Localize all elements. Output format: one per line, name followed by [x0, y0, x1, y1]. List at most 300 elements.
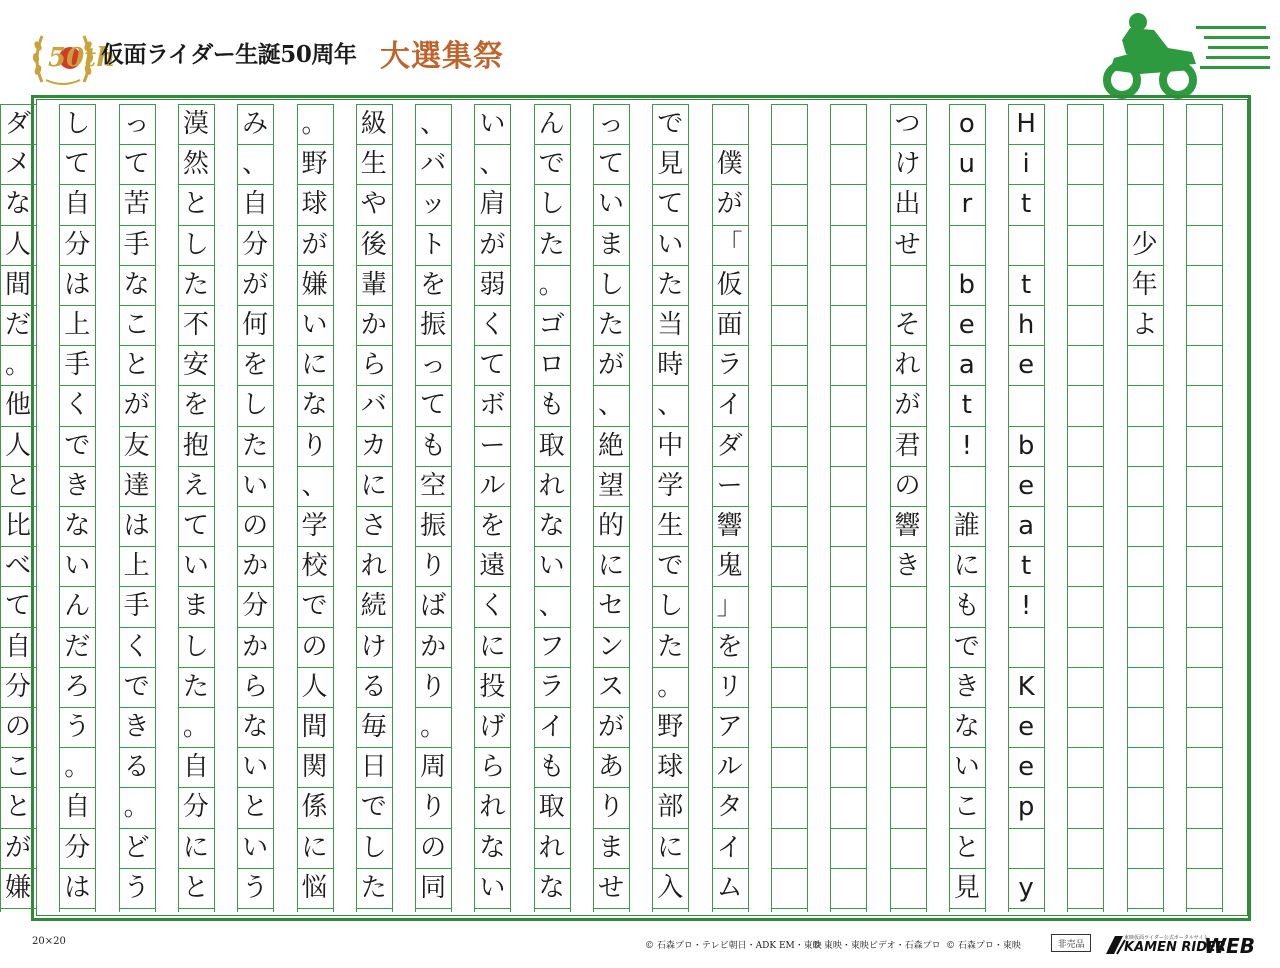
manuscript-cell: 人 — [4, 430, 31, 461]
manuscript-cell: 少 — [1131, 229, 1158, 260]
manuscript-cell: 何 — [242, 310, 269, 341]
manuscript-cell: だ — [4, 310, 31, 341]
manuscript-cell: し — [538, 189, 565, 220]
manuscript-cell: タ — [716, 792, 743, 823]
manuscript-cell: ル — [716, 752, 743, 783]
manuscript-cell: な — [301, 390, 328, 421]
manuscript-cell: 関 — [301, 752, 328, 783]
manuscript-cell: 生 — [360, 149, 387, 180]
manuscript-cell: た — [597, 310, 624, 341]
manuscript-cell: な — [538, 511, 565, 542]
manuscript-cell: 、 — [657, 390, 684, 421]
manuscript-cell: を — [479, 511, 506, 542]
manuscript-cell: 然 — [182, 149, 209, 180]
manuscript-cell: 日 — [360, 752, 387, 783]
manuscript-cell: ラ — [538, 671, 565, 702]
manuscript-cell: ス — [597, 671, 624, 702]
manuscript-cell: 響 — [716, 511, 743, 542]
manuscript-cell: ダ — [716, 430, 743, 461]
manuscript-cell: っ — [597, 109, 624, 140]
manuscript-cell: 手 — [123, 591, 150, 622]
manuscript-cell: き — [894, 551, 921, 582]
manuscript-cell: 嫌 — [4, 872, 31, 903]
manuscript-cell: 年 — [1131, 269, 1158, 300]
manuscript-cell: r — [961, 189, 973, 220]
manuscript-cell: の — [301, 631, 328, 662]
manuscript-cell: 」 — [716, 591, 743, 622]
manuscript-cell: 空 — [420, 470, 447, 501]
manuscript-cell: 振 — [420, 511, 447, 542]
manuscript-cell: 苦 — [123, 189, 150, 220]
manuscript-cell: 毎 — [360, 712, 387, 743]
manuscript-cell: け — [894, 149, 921, 180]
manuscript-cell: れ — [538, 832, 565, 863]
manuscript-cell: 、 — [479, 149, 506, 180]
manuscript-cell: か — [420, 631, 447, 662]
manuscript-cell: と — [4, 792, 31, 823]
copyright-2: © 東映・東映ビデオ・石森プロ — [812, 941, 941, 951]
manuscript-cell: っ — [420, 350, 447, 381]
manuscript-cell: 間 — [301, 712, 328, 743]
manuscript-cell: べ — [4, 551, 31, 582]
manuscript-cell: 。 — [420, 712, 447, 743]
grid-column-line — [0, 104, 1, 912]
manuscript-cell: 。 — [4, 350, 31, 381]
manuscript-cell: た — [657, 269, 684, 300]
manuscript-cell: な — [953, 712, 980, 743]
manuscript-cell: た — [360, 872, 387, 903]
manuscript-cell: な — [538, 872, 565, 903]
manuscript-cell: イ — [538, 712, 565, 743]
copyright-3: © 石森プロ・東映 — [946, 941, 1021, 951]
manuscript-cell: e — [1018, 470, 1035, 501]
manuscript-cell: 投 — [479, 671, 506, 702]
manuscript-cell: 比 — [4, 511, 31, 542]
manuscript-cell: ー — [479, 430, 506, 461]
manuscript-cell: ム — [716, 872, 743, 903]
manuscript-cell: が — [597, 712, 624, 743]
manuscript-cell: い — [301, 310, 328, 341]
manuscript-cell: う — [123, 872, 150, 903]
manuscript-cell: の — [420, 832, 447, 863]
manuscript-cell: e — [1018, 350, 1035, 381]
manuscript-cell: 、 — [242, 149, 269, 180]
manuscript-cell: た — [657, 631, 684, 662]
manuscript-cell: 取 — [538, 792, 565, 823]
manuscript-cell: い — [242, 752, 269, 783]
manuscript-cell: e — [958, 310, 975, 341]
manuscript-cell: 球 — [301, 189, 328, 220]
manuscript-cell: 後 — [360, 229, 387, 260]
manuscript-cell: カ — [360, 430, 387, 461]
manuscript-cell: 分 — [242, 591, 269, 622]
manuscript-cell: 自 — [4, 631, 31, 662]
manuscript-cell: b — [1017, 430, 1035, 461]
manuscript-cell: 自 — [182, 752, 209, 783]
manuscript-cell: 鬼 — [716, 551, 743, 582]
manuscript-cell: て — [597, 149, 624, 180]
manuscript-cell: よ — [1131, 310, 1158, 341]
manuscript-cell: 上 — [123, 551, 150, 582]
manuscript-cell: け — [360, 631, 387, 662]
manuscript-cell: ! — [961, 430, 973, 461]
manuscript-cell: も — [953, 591, 980, 622]
manuscript-cell: さ — [360, 511, 387, 542]
manuscript-cell: ま — [182, 591, 209, 622]
manuscript-cell: た — [182, 269, 209, 300]
manuscript-cell: ん — [538, 109, 565, 140]
manuscript-cell: 自 — [242, 189, 269, 220]
manuscript-cell: 手 — [64, 350, 91, 381]
manuscript-cell: 分 — [64, 832, 91, 863]
manuscript-cell: 、 — [420, 109, 447, 140]
manuscript-cell: ラ — [716, 350, 743, 381]
manuscript-cell: を — [420, 269, 447, 300]
manuscript-cell: 面 — [716, 310, 743, 341]
manuscript-cell: 。 — [301, 109, 328, 140]
manuscript-cell: は — [64, 269, 91, 300]
manuscript-cell: 絶 — [597, 430, 624, 461]
manuscript-cell: 安 — [182, 350, 209, 381]
manuscript-cell: が — [301, 229, 328, 260]
manuscript-cell: て — [64, 149, 91, 180]
manuscript-cell: 弱 — [479, 269, 506, 300]
rider-motorcycle-silhouette-icon — [1096, 8, 1276, 98]
manuscript-cell: 校 — [301, 551, 328, 582]
manuscript-cell: い — [479, 109, 506, 140]
manuscript-cell: は — [64, 872, 91, 903]
manuscript-cell: の — [894, 470, 921, 501]
header — [0, 0, 1280, 95]
manuscript-cell: あ — [597, 752, 624, 783]
manuscript-cell: い — [182, 551, 209, 582]
manuscript-cell: リ — [716, 671, 743, 702]
manuscript-cell: を — [182, 390, 209, 421]
manuscript-cell: が — [894, 390, 921, 421]
manuscript-cell: の — [242, 511, 269, 542]
manuscript-cell: 分 — [182, 792, 209, 823]
manuscript-cell: た — [242, 430, 269, 461]
manuscript-cell: 。 — [123, 792, 150, 823]
manuscript-cell: 漠 — [182, 109, 209, 140]
manuscript-cell: な — [479, 832, 506, 863]
manuscript-cell: が — [479, 229, 506, 260]
manuscript-cell: 君 — [894, 430, 921, 461]
manuscript-cell: っ — [123, 109, 150, 140]
manuscript-cell: を — [242, 350, 269, 381]
manuscript-cell: フ — [538, 631, 565, 662]
manuscript-cell: と — [123, 350, 150, 381]
manuscript-cell: 望 — [597, 470, 624, 501]
manuscript-cell: い — [64, 551, 91, 582]
manuscript-cell: 部 — [657, 792, 684, 823]
manuscript-cell: 達 — [123, 470, 150, 501]
manuscript-cell: が — [716, 189, 743, 220]
manuscript-inner-frame — [36, 99, 1248, 916]
manuscript-cell: し — [657, 591, 684, 622]
manuscript-cell: e — [1018, 712, 1035, 743]
manuscript-cell: 当 — [657, 310, 684, 341]
manuscript-cell: 自 — [64, 792, 91, 823]
manuscript-cell: b — [958, 269, 976, 300]
manuscript-cell: K — [1017, 671, 1035, 702]
page-subtitle: 大選集祭 — [380, 39, 504, 74]
manuscript-cell: で — [301, 591, 328, 622]
manuscript-cell: ! — [1020, 591, 1032, 622]
manuscript-cell: に — [301, 350, 328, 381]
manuscript-cell: だ — [64, 631, 91, 662]
manuscript-cell: 同 — [420, 872, 447, 903]
manuscript-cell: し — [597, 269, 624, 300]
manuscript-cell: バ — [360, 390, 387, 421]
manuscript-cell: で — [657, 109, 684, 140]
manuscript-cell: そ — [894, 310, 921, 341]
manuscript-cell: り — [420, 671, 447, 702]
manuscript-cell: れ — [894, 350, 921, 381]
manuscript-cell: 嫌 — [301, 269, 328, 300]
manuscript-cell: つ — [894, 109, 921, 140]
manuscript-cell: に — [301, 832, 328, 863]
manuscript-cell: 手 — [123, 229, 150, 260]
manuscript-cell: t — [1020, 269, 1032, 300]
manuscript-cell: 人 — [4, 229, 31, 260]
manuscript-cell: た — [182, 671, 209, 702]
manuscript-cell: や — [360, 189, 387, 220]
manuscript-cell: に — [360, 470, 387, 501]
manuscript-cell: 学 — [301, 511, 328, 542]
manuscript-cell: み — [242, 109, 269, 140]
manuscript-cell: が — [242, 269, 269, 300]
manuscript-cell: 周 — [420, 752, 447, 783]
manuscript-cell: も — [538, 390, 565, 421]
manuscript-cell: い — [597, 189, 624, 220]
manuscript-cell: く — [479, 591, 506, 622]
manuscript-cell: 、 — [301, 470, 328, 501]
manuscript-cell: 入 — [657, 872, 684, 903]
grid-size-label: 20×20 — [32, 936, 66, 947]
manuscript-cell: な — [4, 189, 31, 220]
manuscript-cell: と — [242, 792, 269, 823]
manuscript-cell: い — [538, 551, 565, 582]
page-title: 仮面ライダー生誕50周年 — [101, 41, 357, 68]
manuscript-cell: ば — [420, 591, 447, 622]
manuscript-cell: で — [538, 149, 565, 180]
manuscript-cell: え — [182, 470, 209, 501]
manuscript-cell: と — [953, 832, 980, 863]
manuscript-cell: 響 — [894, 511, 921, 542]
manuscript-cell: て — [420, 390, 447, 421]
manuscript-cell: ど — [123, 832, 150, 863]
manuscript-cell: き — [123, 712, 150, 743]
manuscript-cell: せ — [894, 229, 921, 260]
manuscript-cell: 抱 — [182, 430, 209, 461]
manuscript-cell: p — [1017, 792, 1035, 823]
manuscript-cell: ら — [479, 752, 506, 783]
manuscript-cell: 僕 — [716, 149, 743, 180]
web-logo-kamen-rider: KAMEN RIDER — [1124, 940, 1226, 955]
manuscript-cell: 取 — [538, 430, 565, 461]
manuscript-cell: て — [123, 149, 150, 180]
manuscript-cell: t — [1020, 189, 1032, 220]
manuscript-cell: く — [123, 631, 150, 662]
manuscript-cell: ら — [242, 671, 269, 702]
manuscript-cell: 、 — [597, 390, 624, 421]
manuscript-cell: 係 — [301, 792, 328, 823]
manuscript-cell: 出 — [894, 189, 921, 220]
manuscript-cell: 遠 — [479, 551, 506, 582]
manuscript-cell: 上 — [64, 310, 91, 341]
manuscript-cell: 間 — [4, 269, 31, 300]
manuscript-cell: 肩 — [479, 189, 506, 220]
manuscript-cell: 不 — [182, 310, 209, 341]
manuscript-cell: ン — [597, 631, 624, 662]
manuscript-cell: れ — [538, 470, 565, 501]
manuscript-cell: 人 — [301, 671, 328, 702]
manuscript-cell: 分 — [242, 229, 269, 260]
manuscript-cell: も — [538, 752, 565, 783]
manuscript-cell: が — [4, 832, 31, 863]
manuscript-cell: う — [242, 872, 269, 903]
manuscript-cell: と — [4, 470, 31, 501]
manuscript-cell: り — [420, 792, 447, 823]
manuscript-cell: る — [123, 752, 150, 783]
anniversary-50th-logo-icon — [30, 22, 116, 90]
manuscript-cell: ま — [597, 832, 624, 863]
manuscript-cell: バ — [420, 149, 447, 180]
logo-text: 50th — [48, 43, 116, 73]
manuscript-cell: ト — [420, 229, 447, 260]
manuscript-cell: で — [64, 430, 91, 461]
manuscript-cell: も — [420, 430, 447, 461]
manuscript-cell: て — [657, 189, 684, 220]
manuscript-cell: ア — [716, 712, 743, 743]
manuscript-cell: イ — [716, 832, 743, 863]
manuscript-cell: ッ — [420, 189, 447, 220]
manuscript-cell: u — [958, 149, 976, 180]
manuscript-cell: が — [123, 390, 150, 421]
manuscript-cell: き — [64, 470, 91, 501]
manuscript-cell: に — [597, 551, 624, 582]
manuscript-cell: 他 — [4, 390, 31, 421]
manuscript-cell: と — [182, 872, 209, 903]
manuscript-cell: う — [64, 712, 91, 743]
manuscript-cell: 自 — [64, 189, 91, 220]
manuscript-cell: イ — [716, 390, 743, 421]
manuscript-cell: で — [657, 551, 684, 582]
manuscript-cell: 野 — [657, 712, 684, 743]
manuscript-cell: く — [64, 390, 91, 421]
manuscript-cell: 的 — [597, 511, 624, 542]
manuscript-cell: こ — [953, 792, 980, 823]
manuscript-cell: 。 — [64, 752, 91, 783]
manuscript-cell: て — [4, 591, 31, 622]
manuscript-cell: か — [242, 631, 269, 662]
manuscript-cell: と — [182, 189, 209, 220]
manuscript-cell: に — [182, 832, 209, 863]
manuscript-cell: り — [597, 792, 624, 823]
manuscript-cell: せ — [597, 872, 624, 903]
manuscript-cell: く — [479, 310, 506, 341]
manuscript-cell: し — [64, 109, 91, 140]
manuscript-cell: 分 — [4, 671, 31, 702]
manuscript-cell: て — [479, 350, 506, 381]
manuscript-cell: い — [242, 470, 269, 501]
web-logo-web: WEB — [1204, 934, 1255, 958]
manuscript-cell: な — [242, 712, 269, 743]
manuscript-cell: の — [4, 712, 31, 743]
manuscript-cell: ま — [597, 229, 624, 260]
manuscript-cell: れ — [479, 792, 506, 823]
manuscript-cell: 振 — [420, 310, 447, 341]
manuscript-cell: き — [953, 671, 980, 702]
manuscript-cell: 球 — [657, 752, 684, 783]
manuscript-cell: ル — [479, 470, 506, 501]
manuscript-cell: ダ — [4, 109, 31, 140]
manuscript-cell: い — [953, 752, 980, 783]
manuscript-cell: ー — [716, 470, 743, 501]
manuscript-cell: ゴ — [538, 310, 565, 341]
manuscript-cell: y — [1018, 872, 1034, 903]
manuscript-cell: a — [958, 350, 975, 381]
manuscript-cell: 。 — [538, 269, 565, 300]
manuscript-cell: こ — [4, 752, 31, 783]
manuscript-cell: か — [360, 310, 387, 341]
manuscript-cell: が — [597, 350, 624, 381]
manuscript-cell: で — [953, 631, 980, 662]
manuscript-cell: い — [479, 872, 506, 903]
manuscript-cell: ら — [360, 350, 387, 381]
manuscript-cell: 学 — [657, 470, 684, 501]
manuscript-cell: t — [1020, 551, 1032, 582]
manuscript-cell: 続 — [360, 591, 387, 622]
manuscript-cell: に — [657, 832, 684, 863]
manuscript-cell: 級 — [360, 109, 387, 140]
manuscript-cell: e — [1018, 752, 1035, 783]
manuscript-cell: 、 — [538, 591, 565, 622]
manuscript-cell: 時 — [657, 350, 684, 381]
manuscript-cell: h — [1017, 310, 1035, 341]
manuscript-cell: で — [360, 792, 387, 823]
manuscript-cell: 生 — [657, 511, 684, 542]
manuscript-cell: し — [242, 390, 269, 421]
manuscript-cell: し — [182, 229, 209, 260]
manuscript-cell: 友 — [123, 430, 150, 461]
manuscript-cell: H — [1016, 109, 1036, 140]
manuscript-cell: 。 — [182, 712, 209, 743]
manuscript-cell: セ — [597, 591, 624, 622]
manuscript-cell: な — [64, 511, 91, 542]
manuscript-cell: a — [1018, 511, 1035, 542]
manuscript-cell: に — [953, 551, 980, 582]
manuscript-cell: に — [479, 631, 506, 662]
manuscript-cell: た — [538, 229, 565, 260]
manuscript-cell: t — [961, 390, 972, 421]
manuscript-cell: ろ — [64, 671, 91, 702]
manuscript-cell: ロ — [538, 350, 565, 381]
manuscript-cell: i — [1022, 149, 1030, 180]
manuscript-cell: ボ — [479, 390, 506, 421]
manuscript-cell: こ — [123, 310, 150, 341]
manuscript-cell: れ — [360, 551, 387, 582]
manuscript-cell: り — [301, 430, 328, 461]
manuscript-cell: し — [360, 832, 387, 863]
manuscript-cell: o — [958, 109, 975, 140]
manuscript-cell: 仮 — [716, 269, 743, 300]
manuscript-cell: て — [182, 511, 209, 542]
manuscript-cell: 見 — [657, 149, 684, 180]
manuscript-cell: メ — [4, 149, 31, 180]
not-for-sale-badge: 非売品 — [1051, 934, 1091, 952]
